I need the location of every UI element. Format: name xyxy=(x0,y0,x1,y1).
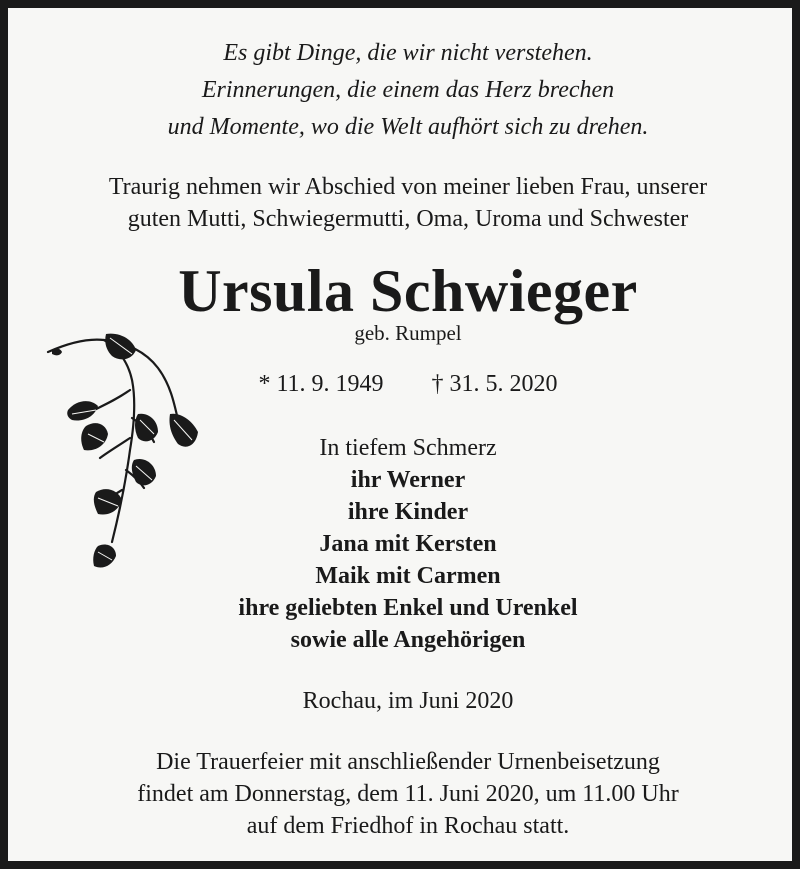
mourner-name: ihre geliebten Enkel und Urenkel xyxy=(238,595,578,621)
service-line: findet am Donnerstag, dem 11. Juni 2020, um 11.00 Uhr xyxy=(137,781,679,807)
mourner-name: ihr Werner xyxy=(350,467,466,493)
intro-line: guten Mutti, Schwiegermutti, Oma, Uroma und Schwester xyxy=(127,206,689,232)
mourner-name: Jana mit Kersten xyxy=(319,531,497,557)
deceased-name: Ursula Schwieger xyxy=(178,258,638,324)
motto-line: und Momente, wo die Welt aufhört sich zu drehen. xyxy=(167,114,649,140)
intro-line: Traurig nehmen wir Abschied von meiner lieben Frau, unserer xyxy=(108,174,708,200)
maiden-name: geb. Rumpel xyxy=(354,321,462,345)
service-line: auf dem Friedhof in Rochau statt. xyxy=(246,813,570,839)
mourner-name: sowie alle Angehörigen xyxy=(290,627,526,653)
motto-line: Es gibt Dinge, die wir nicht verstehen. xyxy=(223,40,593,66)
mourner-name: Maik mit Carmen xyxy=(315,563,501,589)
birth-date: * 11. 9. 1949 xyxy=(258,371,384,397)
service-line: Die Trauerfeier mit anschließender Urnenbeisetzung xyxy=(156,749,660,775)
place-date: Rochau, im Juni 2020 xyxy=(302,688,514,714)
life-dates xyxy=(8,369,800,399)
death-date: † 31. 5. 2020 xyxy=(431,371,558,397)
motto-line: Erinnerungen, die einem das Herz brechen xyxy=(201,77,615,103)
mourners-intro: In tiefem Schmerz xyxy=(319,435,497,461)
mourner-name: ihre Kinder xyxy=(347,499,469,525)
